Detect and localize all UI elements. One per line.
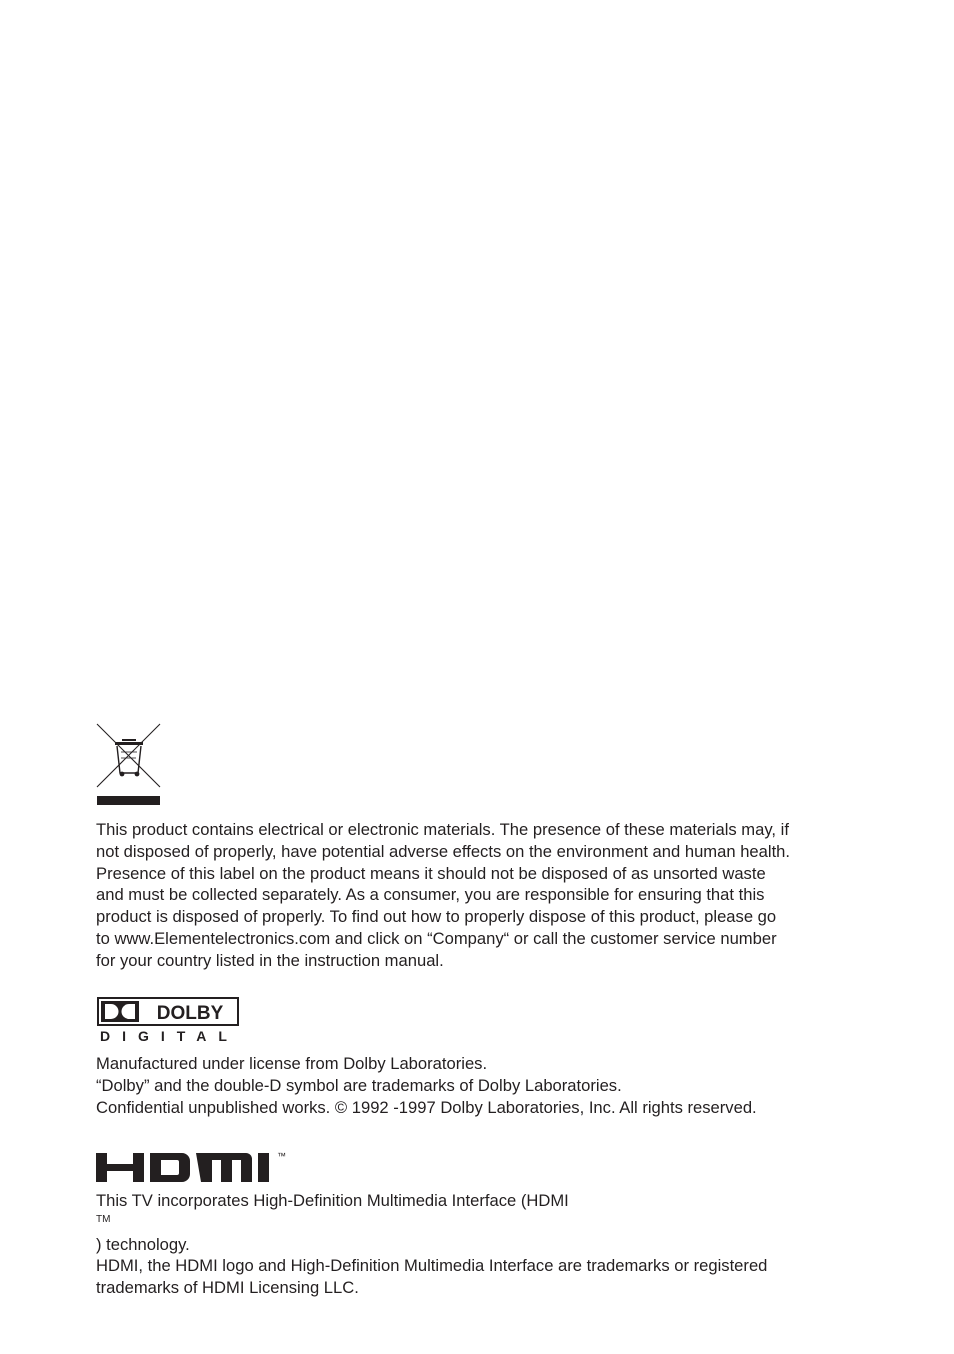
text-line xyxy=(96,1190,876,1255)
recycling-notice-paragraph xyxy=(96,819,876,972)
text-line: Presence of this label on the product means it should not be disposed of as unsorted waste xyxy=(96,863,766,883)
text-line: for your country listed in the instruction manual. xyxy=(96,950,444,970)
dolby-digital-logo xyxy=(97,997,239,1043)
text-line: to www.Elementelectronics.com and click on “Company“ or call the customer service number xyxy=(96,928,777,948)
text-line: not disposed of properly, have potential adverse effects on the environment and human health. xyxy=(96,841,791,861)
hdmi-logo-tm: ™ xyxy=(277,1151,286,1161)
dolby-logo-sub: DIGITAL xyxy=(100,1028,239,1043)
hdmi-notice-paragraph xyxy=(96,1190,876,1299)
text-line: trademarks of HDMI Licensing LLC. xyxy=(96,1278,359,1298)
text-line: product is disposed of properly. To find out how to properly dispose of this product, please go xyxy=(96,907,777,927)
text-line: “Dolby” and the double-D symbol are trademarks of Dolby Laboratories. xyxy=(96,1075,622,1095)
dolby-logo-word: DOLBY xyxy=(156,1003,224,1024)
hdmi-line1-before: This TV incorporates High-Definition Multimedia Interface (HDMI xyxy=(96,1191,569,1210)
hdmi-logo xyxy=(96,1148,292,1184)
text-line: HDMI, the HDMI logo and High-Definition Multimedia Interface are trademarks or registered xyxy=(96,1256,768,1276)
trademark-superscript: TM xyxy=(96,1213,111,1225)
text-line: This product contains electrical or electronic materials. The presence of these materials may, if xyxy=(96,820,789,839)
dolby-notice-paragraph xyxy=(96,1053,876,1118)
text-line: Confidential unpublished works. © 1992 -1997 Dolby Laboratories, Inc. All rights reserved. xyxy=(96,1097,757,1117)
hdmi-line1-after: ) technology. xyxy=(96,1234,190,1254)
text-line: and must be collected separately. As a consumer, you are responsible for ensuring that this xyxy=(96,885,765,905)
weee-recycling-bin-icon xyxy=(96,723,162,807)
text-line: Manufactured under license from Dolby Laboratories. xyxy=(96,1054,488,1073)
